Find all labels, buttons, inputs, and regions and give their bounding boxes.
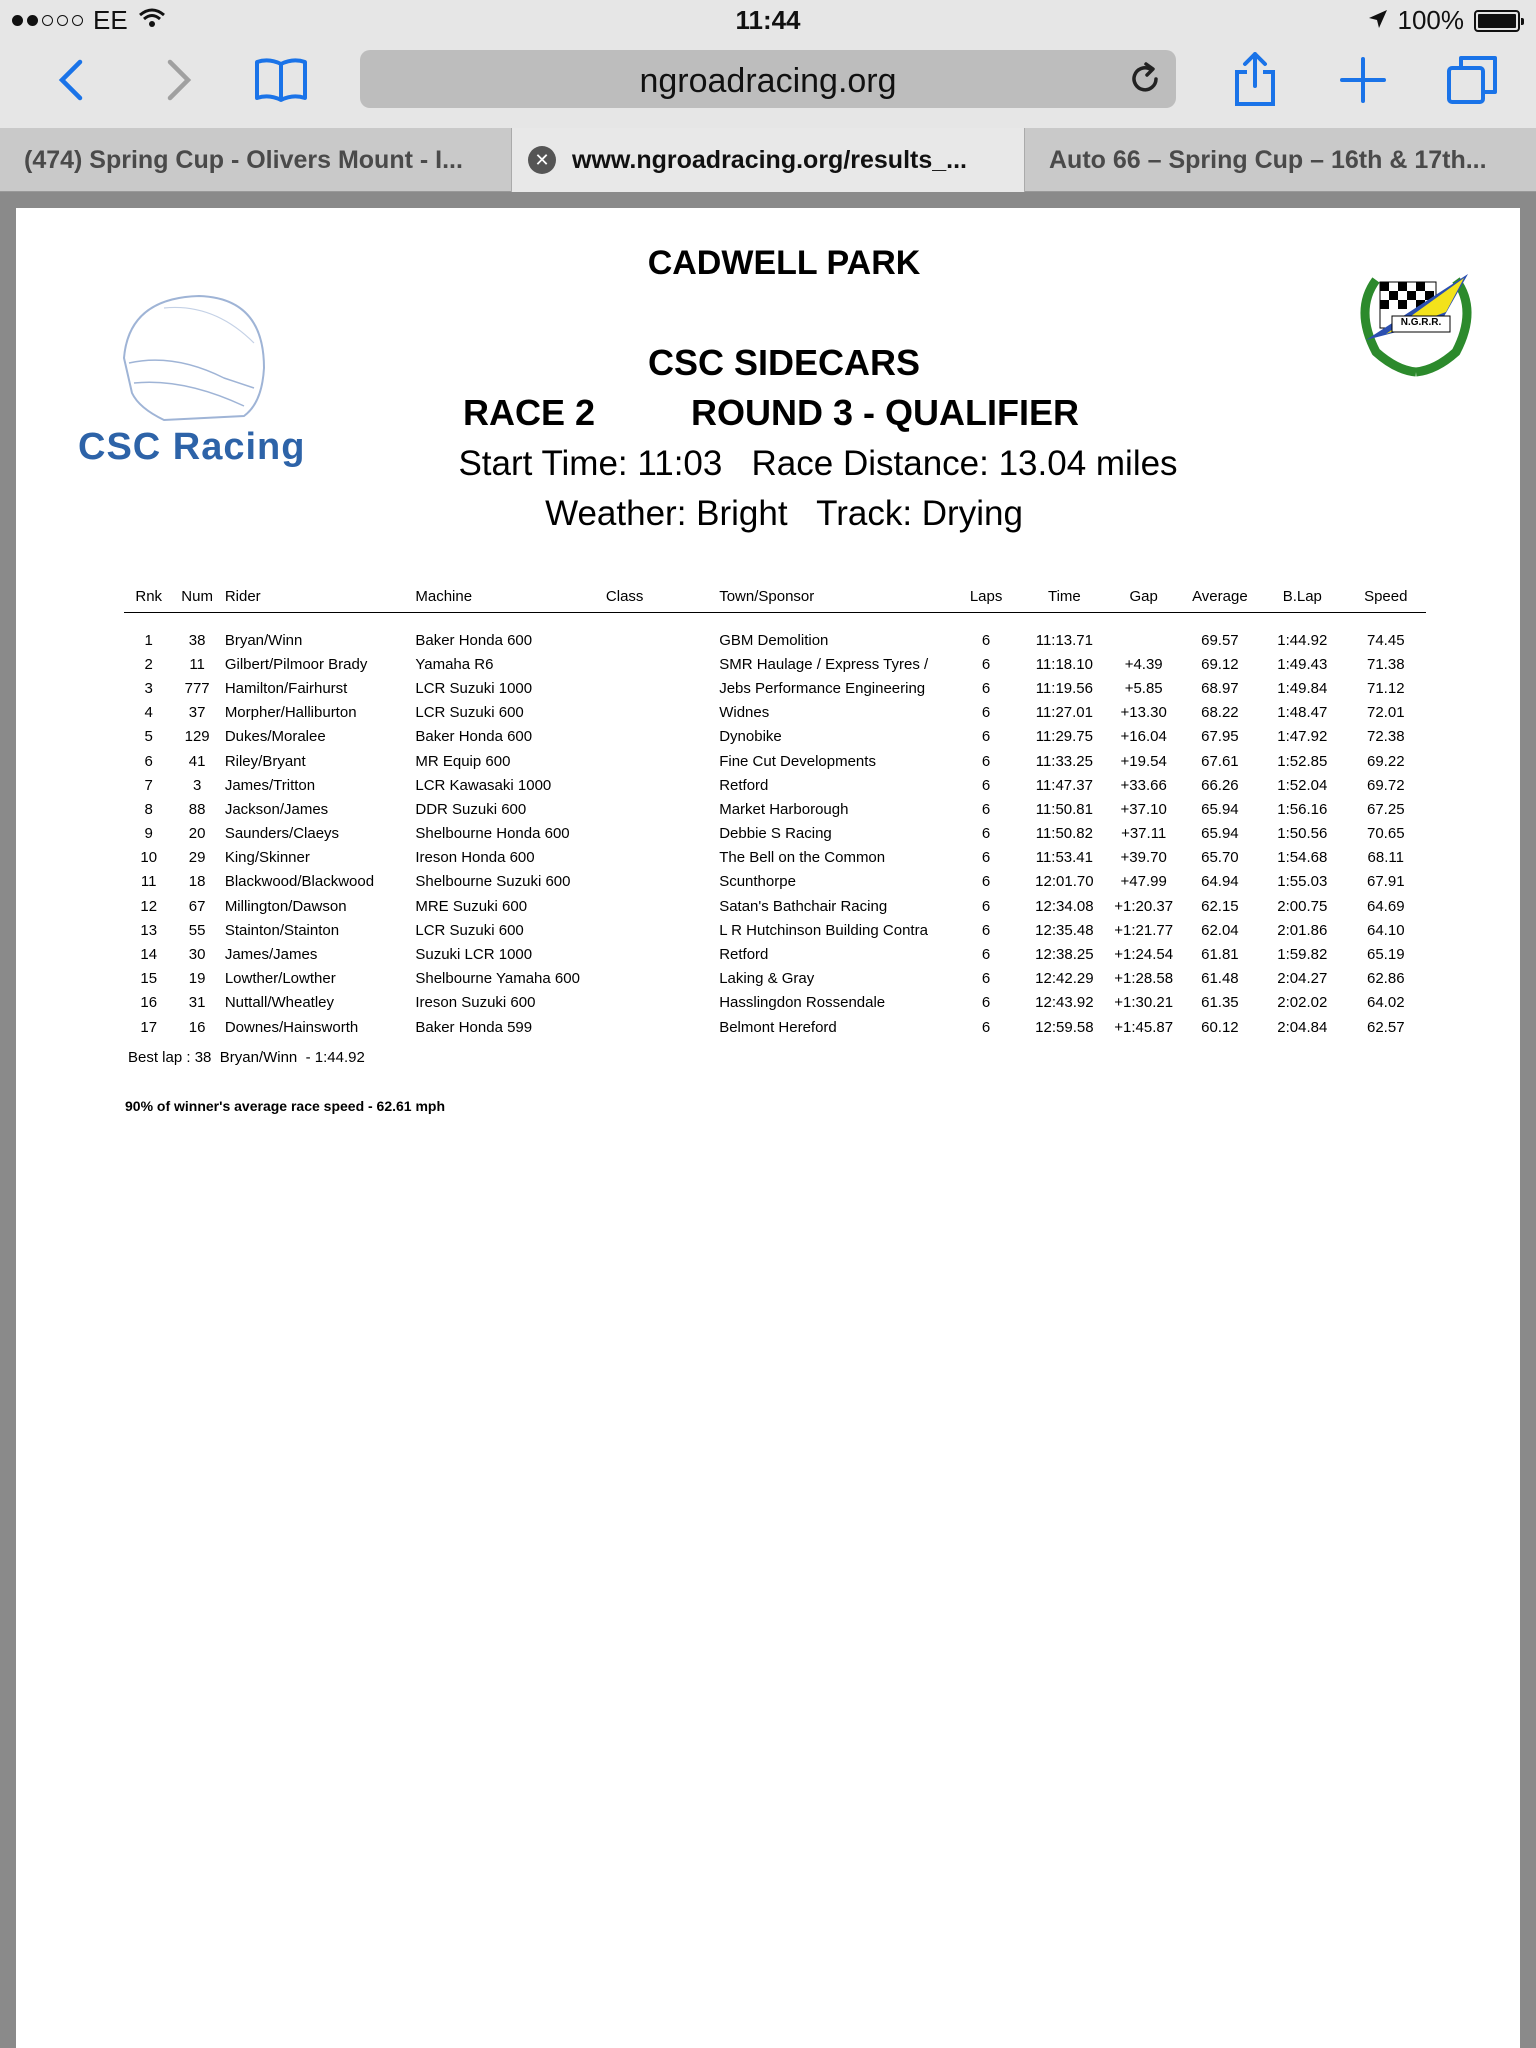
cell-time: 11:27.01	[1035, 704, 1093, 722]
cell-class	[602, 846, 715, 870]
cell-rider: Blackwood/Blackwood	[224, 873, 375, 891]
cell-speed: 70.65	[1367, 825, 1405, 843]
cell-speed: 64.10	[1367, 921, 1405, 939]
cell-rider: Saunders/Claeys	[224, 825, 340, 843]
battery-percent: 100%	[1397, 5, 1464, 35]
cell-speed: 72.38	[1367, 728, 1405, 746]
cell-speed: 68.11	[1367, 849, 1404, 867]
cell-rider: Jackson/James	[224, 800, 329, 818]
cell-sponsor: Debbie S Racing	[719, 825, 832, 843]
cell-laps: 6	[981, 994, 991, 1012]
cell-time: 11:19.56	[1035, 679, 1093, 697]
cell-time: 12:01.70	[1035, 873, 1094, 891]
cell-gap: +1:30.21	[1114, 994, 1174, 1012]
results-table	[124, 582, 1426, 1039]
cell-sponsor: Laking & Gray	[719, 970, 815, 988]
round-label: ROUND 3 - QUALIFIER	[691, 392, 1080, 433]
cell-class	[602, 1015, 715, 1039]
cell-blap: 1:49.43	[1277, 655, 1328, 673]
cell-laps: 6	[981, 631, 991, 649]
reload-icon	[1128, 62, 1162, 96]
cell-machine: LCR Suzuki 1000	[415, 679, 533, 697]
cell-average: 64.94	[1201, 873, 1239, 891]
cell-machine: Ireson Suzuki 600	[415, 994, 536, 1012]
cell-num: 30	[188, 946, 206, 964]
col-time-header: Time	[1022, 582, 1106, 612]
table-row	[124, 967, 1426, 991]
cell-rider: Dukes/Moralee	[224, 728, 326, 746]
cell-average: 62.04	[1201, 921, 1239, 939]
cell-rnk: 2	[144, 655, 153, 673]
status-right	[1368, 5, 1521, 36]
bookmarks-button[interactable]	[250, 52, 312, 108]
tabs-overview-button[interactable]	[1444, 52, 1500, 108]
cell-machine: Ireson Honda 600	[415, 849, 535, 867]
table-header-row	[124, 582, 1426, 612]
cell-blap: 2:00.75	[1277, 897, 1328, 915]
browser-toolbar	[0, 40, 1536, 128]
cell-rnk: 1	[144, 631, 153, 649]
cell-rider: Downes/Hainsworth	[224, 1018, 359, 1036]
col-average-header: Average	[1181, 582, 1259, 612]
start-time-distance: Start Time: 11:03 Race Distance: 13.04 miles	[458, 444, 1178, 483]
table-row	[124, 652, 1426, 676]
location-arrow-icon	[1368, 5, 1388, 36]
cell-gap: +4.39	[1124, 655, 1163, 673]
table-row	[124, 942, 1426, 966]
cell-laps: 6	[981, 946, 991, 964]
table-row	[124, 822, 1426, 846]
tabs-icon	[1445, 54, 1499, 106]
cell-time: 11:29.75	[1035, 728, 1093, 746]
plus-icon	[1340, 57, 1386, 103]
carrier-name: EE	[93, 5, 128, 35]
cell-rnk: 16	[140, 994, 158, 1012]
cell-blap: 2:04.84	[1277, 1018, 1328, 1036]
cell-class	[602, 652, 715, 676]
cell-rnk: 17	[140, 1018, 158, 1036]
back-button[interactable]	[50, 52, 90, 108]
new-tab-button[interactable]	[1338, 52, 1388, 108]
col-blap-header: B.Lap	[1259, 582, 1346, 612]
cell-gap: +1:24.54	[1114, 946, 1174, 964]
cell-gap: +39.70	[1120, 849, 1167, 867]
cell-laps: 6	[981, 728, 991, 746]
status-time: 11:44	[735, 5, 801, 35]
cell-time: 11:53.41	[1035, 849, 1093, 867]
cell-rider: Morpher/Halliburton	[224, 704, 357, 722]
cell-average: 67.95	[1201, 728, 1239, 746]
cell-blap: 1:44.92	[1277, 631, 1328, 649]
table-row	[124, 991, 1426, 1015]
table-row	[124, 918, 1426, 942]
share-icon	[1233, 52, 1277, 108]
cell-speed: 65.19	[1367, 946, 1405, 964]
table-row	[124, 846, 1426, 870]
cell-blap: 1:50.56	[1277, 825, 1328, 843]
cell-class	[602, 701, 715, 725]
cell-average: 67.61	[1201, 752, 1239, 770]
cell-rnk: 10	[140, 849, 158, 867]
cell-rider: Stainton/Stainton	[224, 921, 340, 939]
chevron-left-icon	[56, 58, 84, 102]
cell-sponsor: Retford	[719, 776, 769, 794]
table-row	[124, 773, 1426, 797]
cell-speed: 64.02	[1367, 994, 1405, 1012]
cell-time: 11:47.37	[1035, 776, 1093, 794]
col-gap-header: Gap	[1107, 582, 1181, 612]
cell-num: 41	[188, 752, 206, 770]
cell-laps: 6	[981, 849, 991, 867]
tab-label: Auto 66 – Spring Cup – 16th & 17th...	[1049, 145, 1487, 174]
cell-class	[602, 918, 715, 942]
cell-blap: 1:48.47	[1277, 704, 1328, 722]
cell-speed: 62.57	[1367, 1018, 1405, 1036]
cell-laps: 6	[981, 655, 991, 673]
cell-sponsor: Belmont Hereford	[719, 1018, 837, 1036]
venue-title: CADWELL PARK	[647, 244, 921, 282]
cell-sponsor: Market Harborough	[719, 800, 849, 818]
cell-num: 19	[188, 970, 206, 988]
cell-sponsor: Retford	[719, 946, 769, 964]
table-row	[124, 701, 1426, 725]
cell-gap: +5.85	[1124, 679, 1163, 697]
cell-average: 68.22	[1201, 704, 1239, 722]
cell-rider: Riley/Bryant	[224, 752, 306, 770]
cell-blap: 1:56.16	[1277, 800, 1328, 818]
cell-machine: MRE Suzuki 600	[415, 897, 528, 915]
cell-laps: 6	[981, 752, 991, 770]
cell-laps: 6	[981, 873, 991, 891]
cell-blap: 1:52.85	[1277, 752, 1328, 770]
cell-gap: +33.66	[1120, 776, 1167, 794]
cell-machine: Suzuki LCR 1000	[415, 946, 533, 964]
cell-rnk: 9	[144, 825, 153, 843]
cell-rider: Hamilton/Fairhurst	[224, 679, 348, 697]
cell-rnk: 12	[140, 897, 158, 915]
cell-sponsor: SMR Haulage / Express Tyres /	[719, 655, 929, 673]
cell-laps: 6	[981, 825, 991, 843]
cell-num: 38	[188, 631, 206, 649]
cell-average: 65.94	[1201, 825, 1239, 843]
col-rnk-header: Rnk	[124, 582, 173, 612]
cell-machine: Baker Honda 599	[415, 1018, 533, 1036]
tab-label: (474) Spring Cup - Olivers Mount - I...	[24, 145, 463, 174]
cell-sponsor: L R Hutchinson Building Contra	[719, 921, 928, 939]
tab-spring-cup-video[interactable]	[0, 128, 512, 192]
cell-time: 12:34.08	[1035, 897, 1094, 915]
cell-laps: 6	[981, 897, 991, 915]
cell-num: 29	[188, 849, 206, 867]
cell-machine: DDR Suzuki 600	[415, 800, 527, 818]
cell-sponsor: Scunthorpe	[719, 873, 796, 891]
cell-gap: +37.11	[1121, 825, 1167, 843]
cell-speed: 74.45	[1367, 631, 1405, 649]
cell-gap: +19.54	[1120, 752, 1167, 770]
cell-num: 16	[188, 1018, 206, 1036]
col-laps-header: Laps	[950, 582, 1022, 612]
cell-average: 69.57	[1201, 631, 1239, 649]
cell-machine: Baker Honda 600	[415, 631, 533, 649]
cell-num: 37	[188, 704, 206, 722]
cell-gap: +1:21.77	[1114, 921, 1174, 939]
cell-rider: Lowther/Lowther	[224, 970, 336, 988]
col-speed-header: Speed	[1346, 582, 1426, 612]
share-button[interactable]	[1230, 52, 1280, 108]
cell-time: 12:35.48	[1035, 921, 1094, 939]
cell-machine: LCR Suzuki 600	[415, 921, 524, 939]
close-tab-icon[interactable]: ✕	[528, 146, 556, 174]
cell-time: 12:43.92	[1035, 994, 1094, 1012]
table-row	[124, 1015, 1426, 1039]
cell-rnk: 13	[140, 921, 158, 939]
address-bar[interactable]	[360, 50, 1176, 108]
cell-blap: 2:02.02	[1277, 994, 1328, 1012]
col-num-header: Num	[173, 582, 220, 612]
tab-auto66-spring-cup[interactable]	[1024, 128, 1536, 192]
cell-speed: 64.69	[1367, 897, 1405, 915]
cell-rider: King/Skinner	[224, 849, 310, 867]
cell-rider: Nuttall/Wheatley	[224, 994, 335, 1012]
cell-time: 11:50.82	[1035, 825, 1093, 843]
cell-blap: 1:55.03	[1277, 873, 1328, 891]
cell-average: 61.35	[1201, 994, 1239, 1012]
cell-gap: +16.04	[1120, 728, 1167, 746]
cell-class	[602, 894, 715, 918]
class-title: CSC SIDECARS	[647, 342, 921, 383]
cell-num: 11	[189, 655, 205, 673]
cell-class	[602, 628, 715, 652]
cell-machine: LCR Suzuki 600	[415, 704, 524, 722]
weather-track: Weather: Bright Track: Drying	[545, 494, 1023, 533]
cell-average: 69.12	[1201, 655, 1239, 673]
col-rider-header: Rider	[221, 582, 412, 612]
cell-laps: 6	[981, 1018, 991, 1036]
cell-rnk: 14	[140, 946, 158, 964]
cell-machine: Shelbourne Yamaha 600	[415, 970, 580, 988]
forward-button[interactable]	[160, 52, 200, 108]
cell-class	[602, 773, 715, 797]
cell-time: 12:42.29	[1035, 970, 1094, 988]
cell-laps: 6	[981, 970, 991, 988]
cell-average: 65.70	[1201, 849, 1239, 867]
cell-speed: 71.12	[1367, 679, 1405, 697]
cell-rnk: 15	[140, 970, 158, 988]
tab-results-active[interactable]	[512, 128, 1024, 192]
table-row	[124, 894, 1426, 918]
cell-speed: 71.38	[1367, 655, 1405, 673]
tab-label: www.ngroadracing.org/results_...	[572, 145, 967, 174]
status-bar	[0, 0, 1536, 40]
cell-machine: Shelbourne Honda 600	[415, 825, 570, 843]
cell-rnk: 8	[144, 800, 153, 818]
cell-gap	[1107, 628, 1181, 652]
cell-gap: +1:45.87	[1114, 1018, 1174, 1036]
cell-time: 11:50.81	[1035, 800, 1093, 818]
cell-machine: Baker Honda 600	[415, 728, 533, 746]
ngrr-logo-text: N.G.R.R.	[1400, 317, 1442, 328]
cell-rnk: 11	[140, 873, 157, 891]
cell-num: 67	[188, 897, 206, 915]
cell-class	[602, 870, 715, 894]
cell-num: 20	[188, 825, 206, 843]
table-row	[124, 676, 1426, 700]
cell-sponsor: The Bell on the Common	[719, 849, 886, 867]
table-row	[124, 870, 1426, 894]
race-number: RACE 2	[463, 392, 596, 433]
cell-num: 777	[184, 679, 210, 697]
cell-num: 31	[188, 994, 206, 1012]
cell-sponsor: GBM Demolition	[719, 631, 829, 649]
cell-time: 12:38.25	[1035, 946, 1094, 964]
battery-icon	[1474, 10, 1520, 32]
cell-blap: 1:49.84	[1277, 679, 1328, 697]
csc-racing-logo-text: CSC Racing	[78, 426, 306, 468]
cell-rnk: 5	[144, 728, 153, 746]
table-row	[124, 749, 1426, 773]
cell-laps: 6	[981, 679, 991, 697]
table-row	[124, 797, 1426, 821]
cell-gap: +1:28.58	[1114, 970, 1174, 988]
cell-class	[602, 942, 715, 966]
table-spacer	[124, 612, 1426, 628]
cell-class	[602, 749, 715, 773]
cell-blap: 1:54.68	[1277, 849, 1328, 867]
cell-rnk: 7	[144, 776, 153, 794]
reload-button[interactable]	[1128, 62, 1162, 101]
cell-sponsor: Satan's Bathchair Racing	[719, 897, 888, 915]
cell-machine: Yamaha R6	[415, 655, 494, 673]
cell-average: 61.81	[1201, 946, 1239, 964]
cell-speed: 72.01	[1367, 704, 1405, 722]
cell-average: 65.94	[1201, 800, 1239, 818]
cell-speed: 69.22	[1367, 752, 1405, 770]
cell-speed: 62.86	[1367, 970, 1405, 988]
cell-speed: 67.91	[1367, 873, 1405, 891]
cell-gap: +1:20.37	[1114, 897, 1174, 915]
cell-machine: MR Equip 600	[415, 752, 511, 770]
cell-sponsor: Hasslingdon Rossendale	[719, 994, 886, 1012]
cell-average: 60.12	[1201, 1018, 1239, 1036]
cell-machine: Shelbourne Suzuki 600	[415, 873, 571, 891]
cell-blap: 1:59.82	[1277, 946, 1328, 964]
cell-laps: 6	[981, 776, 991, 794]
cell-blap: 1:47.92	[1277, 728, 1328, 746]
cell-blap: 2:04.27	[1277, 970, 1328, 988]
table-row	[124, 725, 1426, 749]
cell-average: 68.97	[1201, 679, 1239, 697]
cell-speed: 69.72	[1367, 776, 1405, 794]
cell-class	[602, 797, 715, 821]
cell-average: 61.48	[1201, 970, 1239, 988]
cell-num: 88	[188, 800, 206, 818]
col-machine-header: Machine	[411, 582, 602, 612]
cell-rnk: 6	[144, 752, 153, 770]
cell-class	[602, 676, 715, 700]
cell-sponsor: Fine Cut Developments	[719, 752, 876, 770]
best-lap-note: Best lap : 38 Bryan/Winn - 1:44.92	[128, 1049, 365, 1066]
cell-gap: +47.99	[1120, 873, 1167, 891]
cell-class	[602, 991, 715, 1015]
cell-num: 55	[188, 921, 206, 939]
cell-class	[602, 967, 715, 991]
cell-rider: Millington/Dawson	[224, 897, 347, 915]
cell-num: 18	[188, 873, 206, 891]
cell-machine: LCR Kawasaki 1000	[415, 776, 552, 794]
cell-average: 66.26	[1201, 776, 1239, 794]
col-class-header: Class	[602, 582, 715, 612]
results-document	[16, 208, 1520, 2048]
cell-class	[602, 822, 715, 846]
cell-blap: 2:01.86	[1277, 921, 1328, 939]
cell-time: 11:13.71	[1035, 631, 1093, 649]
cell-sponsor: Dynobike	[719, 728, 782, 746]
cell-laps: 6	[981, 704, 991, 722]
cell-rnk: 4	[144, 704, 153, 722]
cell-gap: +13.30	[1120, 704, 1167, 722]
cell-class	[602, 725, 715, 749]
chevron-right-icon	[166, 58, 194, 102]
cell-rnk: 3	[144, 679, 153, 697]
tab-bar	[0, 128, 1536, 192]
col-sponsor-header: Town/Sponsor	[715, 582, 950, 612]
cell-rider: James/Tritton	[224, 776, 316, 794]
book-icon	[253, 56, 309, 104]
cell-speed: 67.25	[1367, 800, 1405, 818]
cell-average: 62.15	[1201, 897, 1239, 915]
cell-blap: 1:52.04	[1277, 776, 1328, 794]
cell-gap: +37.10	[1120, 800, 1167, 818]
cell-sponsor: Jebs Performance Engineering	[719, 679, 926, 697]
ninety-percent-speed-note: 90% of winner's average race speed - 62.61 mph	[125, 1098, 446, 1114]
address-bar-url: ngroadracing.org	[639, 62, 897, 100]
cell-laps: 6	[981, 800, 991, 818]
cell-time: 11:33.25	[1035, 752, 1093, 770]
cell-sponsor: Widnes	[719, 704, 770, 722]
cell-num: 129	[184, 728, 210, 746]
cell-rider: James/James	[224, 946, 318, 964]
cell-num: 3	[192, 776, 202, 794]
cell-rider: Bryan/Winn	[224, 631, 303, 649]
table-row	[124, 628, 1426, 652]
cell-time: 11:18.10	[1035, 655, 1093, 673]
cell-laps: 6	[981, 921, 991, 939]
cell-time: 12:59.58	[1035, 1018, 1094, 1036]
cell-rider: Gilbert/Pilmoor Brady	[224, 655, 368, 673]
